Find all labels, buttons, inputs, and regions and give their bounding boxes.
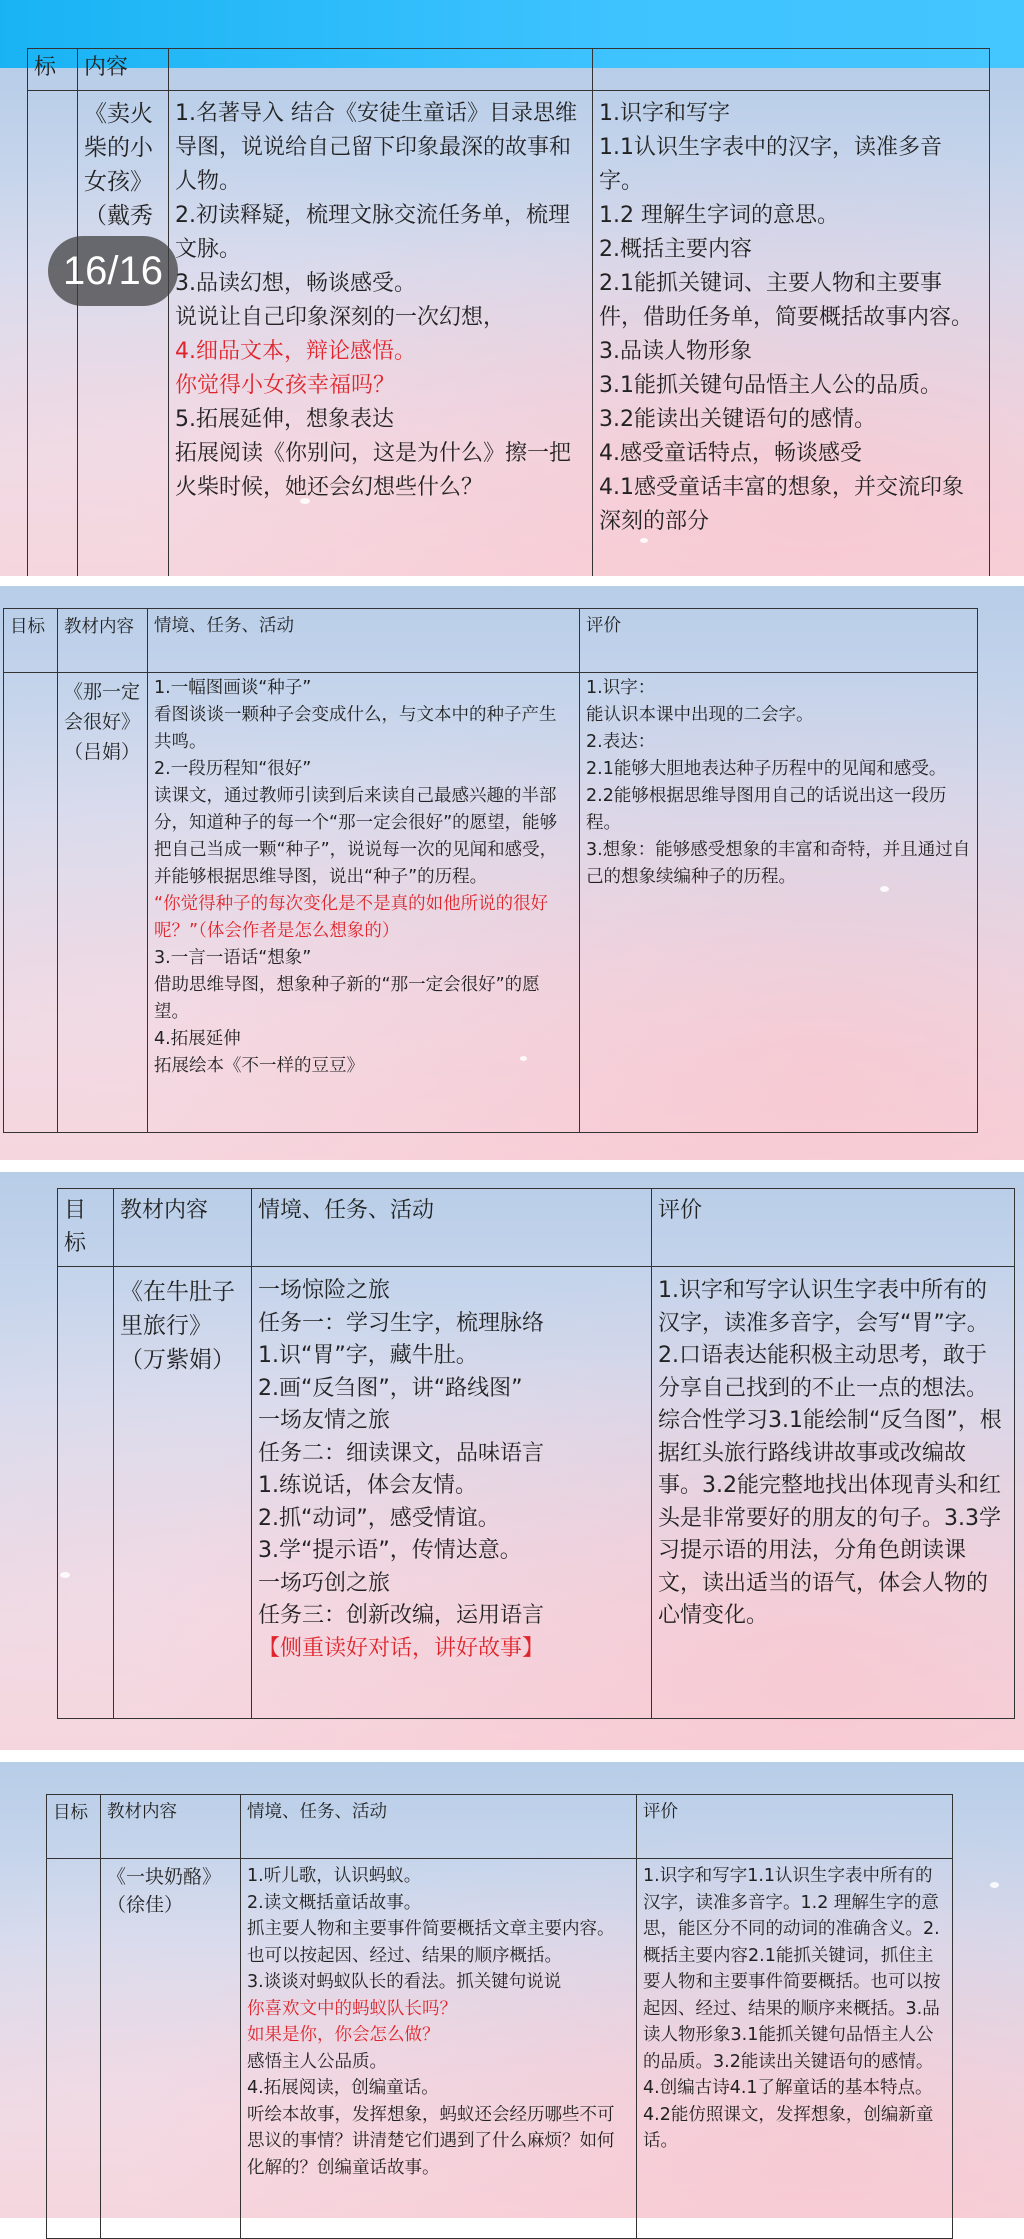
activity-line: 【侧重读好对话，讲好故事】 (258, 1635, 545, 1661)
activity-line: 1.名著导入 结合《安徒生童话》目录思维导图，说说给自己留下印象最深的故事和人物。 (175, 101, 577, 194)
header-goal: 目标 (4, 609, 58, 673)
header-goal: 标 (28, 49, 78, 91)
activity-line: 1.练说话，体会友情。 (258, 1473, 477, 1498)
activity-line: 3.一言一语话“想象” (154, 948, 312, 968)
activity-cell (169, 91, 593, 579)
header-activity: 情境、任务、活动 (241, 1795, 637, 1859)
page-gap (0, 1750, 1024, 1762)
evaluation-line: 3.1能抓关键句品悟主人公的品质。 (599, 373, 942, 398)
table-header-row (28, 49, 990, 91)
header-activity: 情境、任务、活动 (252, 1189, 652, 1267)
header-material: 教材内容 (101, 1795, 241, 1859)
book-title: 《卖火柴的小女孩》（戴秀 (78, 91, 169, 579)
page-indicator: 16/16 (48, 236, 178, 306)
activity-line: 4.拓展延伸 (154, 1029, 241, 1049)
book-title: 《在牛肚子里旅行》（万紫娟） (114, 1267, 252, 1719)
header-activity: 情境、任务、活动 (148, 609, 580, 673)
evaluation-line: 1.识字和写字1.1认识生字表中所有的汉字，读准多音字。1.2 理解生字的意思，能区分不同的动词的准确含义。2.概括主要内容2.1能抓关键词，抓住主要人物和主要事件简要概括。也可以按起因、经过、结果的顺序来概括。3.品读人物形象3.1能抓关键句品悟主人公的品质。3.2能读出关键语句的感情。4.创编古诗4.1了解童话的基本特点。4.2能仿照课文，发挥想象，创编新童话。 (643, 1866, 941, 2151)
header-evaluation: 评价 (652, 1189, 1015, 1267)
table-row (4, 673, 978, 1133)
header-evaluation: 评价 (580, 609, 978, 673)
lesson-table-4 (46, 1794, 953, 2239)
lesson-table-1 (27, 48, 990, 579)
table-header-row (58, 1189, 1015, 1267)
page-section-2 (0, 586, 1024, 1160)
activity-line: 3.品读幻想，畅谈感受。 (175, 271, 416, 296)
activity-line: 4.细品文本，辩论感悟。 (175, 339, 416, 364)
evaluation-line: 1.识字： (586, 678, 656, 698)
activity-line: 1.一幅图画谈“种子” (154, 678, 312, 698)
lesson-table-3 (57, 1188, 1015, 1719)
table-header-row (4, 609, 978, 673)
activity-line: 读课文，通过教师引读到后来读自己最感兴趣的半部分，知道种子的每一个“那一定会很好”的愿望，能够把自己当成一颗“种子”，说说每一次的见闻和感受，并能够根据思维导图，说出“种子”的历程。 (154, 786, 558, 887)
header-goal: 目标 (58, 1189, 114, 1267)
page-section-4 (0, 1762, 1024, 2218)
activity-line: 2.读文概括童话故事。 (247, 1892, 422, 1913)
book-title: 《一块奶酪》（徐佳） (101, 1859, 241, 2239)
header-goal: 目标 (47, 1795, 101, 1859)
activity-line: 2.一段历程知“很好” (154, 759, 312, 779)
evaluation-line: 1.1认识生字表中的汉字，读准多音字。 (599, 135, 942, 194)
activity-line: 5.拓展延伸，想象表达 (175, 407, 394, 432)
evaluation-line: 2.1能抓关键词、主要人物和主要事件，借助任务单，简要概括故事内容。 (599, 271, 974, 330)
activity-line: 一场惊险之旅 (258, 1278, 391, 1303)
activity-line: 拓展阅读《你别问，这是为什么》擦一把火柴时候，她还会幻想些什么？ (175, 441, 572, 500)
activity-cell (148, 673, 580, 1133)
evaluation-line: 2.概括主要内容 (599, 237, 752, 262)
activity-line: 一场友情之旅 (258, 1408, 391, 1433)
page-section-3 (0, 1172, 1024, 1750)
header-material: 教材内容 (114, 1189, 252, 1267)
header-activity (169, 49, 593, 91)
activity-line: 看图谈谈一颗种子会变成什么，与文本中的种子产生共鸣。 (154, 705, 557, 752)
activity-line: 说说让自己印象深刻的一次幻想， (175, 305, 506, 330)
evaluation-cell (580, 673, 978, 1133)
table-row (28, 91, 990, 579)
evaluation-line: 2.表达： (586, 732, 656, 752)
activity-line: 借助思维导图，想象种子新的“那一定会很好”的愿望。 (154, 975, 540, 1022)
activity-line: 如果是你，你会怎么做？ (247, 2025, 440, 2045)
activity-line: 拓展绘本《不一样的豆豆》 (154, 1056, 364, 1076)
activity-line: 听绘本故事，发挥想象，蚂蚁还会经历哪些不可思议的事情？讲清楚它们遇到了什么麻烦？如何化解的？创编童话故事。 (247, 2104, 615, 2178)
evaluation-cell (637, 1859, 953, 2239)
page-gap (0, 576, 1024, 586)
evaluation-cell (652, 1267, 1015, 1719)
evaluation-cell (593, 91, 990, 579)
evaluation-line: 2.2能够根据思维导图用自己的话说出这一段历程。 (586, 786, 947, 833)
evaluation-line: 3.2能读出关键语句的感情。 (599, 407, 876, 432)
evaluation-line: 1.识字和写字 (599, 101, 730, 126)
activity-line: 任务三：创新改编，运用语言 (258, 1603, 545, 1628)
activity-line: “你觉得种子的每次变化是不是真的如他所说的很好呢？”（体会作者是怎么想象的） (154, 894, 549, 941)
page-section-1 (0, 55, 1024, 576)
activity-line: 3.谈谈对蚂蚁队长的看法。抓关键句说说 (247, 1972, 562, 1992)
goal-cell (47, 1859, 101, 2239)
evaluation-line: 1.识字和写字认识生字表中所有的汉字，读准多音字，会写“胃”字。2.口语表达能积极主动思考，敢于分享自己找到的不止一点的想法。综合性学习3.1能绘制“反刍图”，根据红头旅行路线讲故事或改编故事。3.2能完整地找出体现青头和红头是非常要好的朋友的句子。3.3学习提示语的用法，分角色朗读课文，读出适当的语气，体会人物的心情变化。 (658, 1278, 1002, 1628)
header-evaluation (593, 49, 990, 91)
evaluation-line: 2.1能够大胆地表达种子历程中的见闻和感受。 (586, 759, 947, 779)
goal-cell (28, 91, 78, 579)
table-row (47, 1859, 953, 2239)
activity-line: 4.拓展阅读，创编童话。 (247, 2078, 439, 2098)
activity-line: 2.画“反刍图”，讲“路线图” (258, 1375, 523, 1401)
evaluation-line: 4.感受童话特点，畅谈感受 (599, 441, 862, 466)
activity-line: 3.学“提示语”，传情达意。 (258, 1538, 522, 1563)
activity-line: 1.识“胃”字，藏牛肚。 (258, 1343, 478, 1368)
goal-cell (58, 1267, 114, 1719)
evaluation-line: 3.品读人物形象 (599, 339, 752, 364)
evaluation-line: 1.2 理解生字词的意思。 (599, 203, 839, 228)
header-evaluation: 评价 (637, 1795, 953, 1859)
page-gap (0, 1160, 1024, 1172)
activity-line: 2.抓“动词”，感受情谊。 (258, 1505, 500, 1531)
activity-line: 一场巧创之旅 (258, 1570, 391, 1596)
evaluation-line: 能认识本课中出现的二会字。 (586, 705, 814, 725)
header-material: 教材内容 (58, 609, 148, 673)
evaluation-line: 3.想象：能够感受想象的丰富和奇特，并且通过自己的想象续编种子的历程。 (586, 840, 971, 887)
activity-line: 感悟主人公品质。 (247, 2051, 387, 2072)
lesson-table-2 (3, 608, 978, 1133)
activity-line: 抓主要人物和主要事件简要概括文章主要内容。也可以按起因、经过、结果的顺序概括。 (247, 1919, 615, 1966)
book-title: 《那一定会很好》（吕娟） (58, 673, 148, 1133)
activity-line: 2.初读释疑，梳理文脉交流任务单，梳理文脉。 (175, 203, 570, 262)
activity-line: 任务一：学习生字，梳理脉络 (258, 1310, 545, 1336)
activity-line: 你喜欢文中的蚂蚁队长吗？ (247, 1998, 457, 2019)
activity-line: 任务二：细读课文，品味语言 (258, 1440, 545, 1466)
activity-line: 你觉得小女孩幸福吗？ (175, 373, 396, 398)
activity-cell (241, 1859, 637, 2239)
activity-line: 1.听儿歌，认识蚂蚁。 (247, 1866, 422, 1886)
activity-cell (252, 1267, 652, 1719)
header-material: 内容 (78, 49, 169, 91)
table-header-row (47, 1795, 953, 1859)
evaluation-line: 4.1感受童话丰富的想象，并交流印象深刻的部分 (599, 475, 964, 534)
table-row (58, 1267, 1015, 1719)
goal-cell (4, 673, 58, 1133)
